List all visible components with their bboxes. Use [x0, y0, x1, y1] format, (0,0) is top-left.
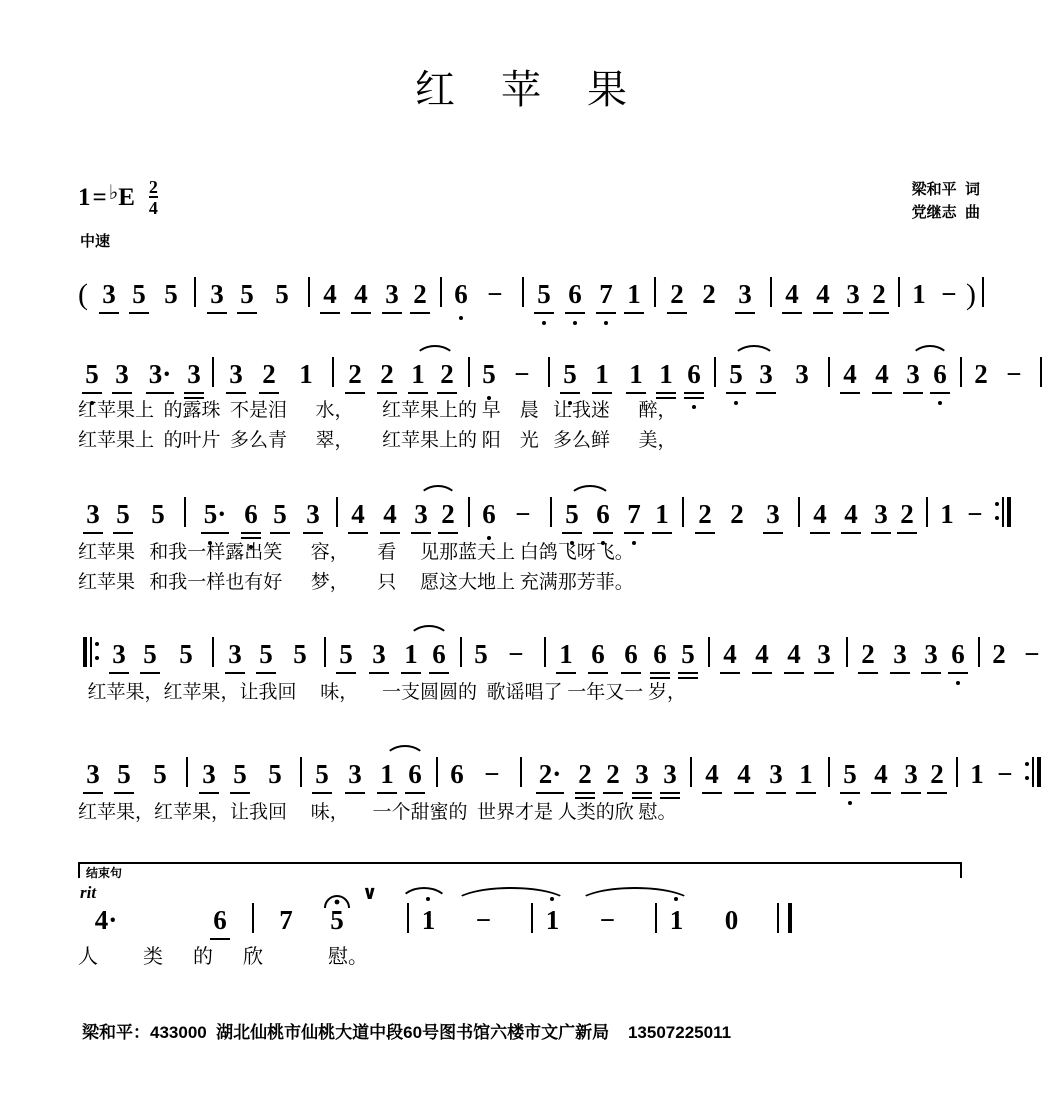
note: 2: [440, 359, 454, 389]
barline: [956, 757, 958, 787]
note: 4: [874, 759, 888, 789]
lyrics-line-3-verse-1: 红苹果 和我一样露出笑 容， 看 见那蓝天上 白鸽飞呀飞。: [78, 542, 634, 563]
barline: [846, 637, 848, 667]
note: 2: [930, 759, 944, 789]
barline: [300, 757, 302, 787]
credits: [912, 178, 980, 225]
barline: [550, 497, 552, 527]
lyricist-credit: 梁和平 词: [911, 181, 980, 198]
barline: [798, 497, 800, 527]
note: 4: [705, 759, 719, 789]
note: 5: [233, 759, 247, 789]
time-signature-numerator: 2: [148, 177, 158, 197]
note: 1: [912, 279, 926, 309]
note: 2: [730, 499, 744, 529]
barline: [194, 277, 196, 307]
barline: [548, 357, 550, 387]
repeat-dots: [995, 502, 999, 530]
note: 2: [698, 499, 712, 529]
note: 3: [408, 501, 434, 528]
note: 6: [926, 361, 954, 388]
note: 6: [558, 281, 592, 308]
note: 5: [556, 361, 584, 388]
ending-bracket: [78, 862, 962, 878]
lyrics-line-5-verse-1: 红苹果，红苹果，让我回 味， 一个甜蜜的 世界才是 人类的欣 慰。: [78, 802, 677, 823]
lyrics-line-6: 人 类 的 欣 慰。: [78, 946, 368, 968]
note: 4: [354, 279, 368, 309]
note: 3: [924, 639, 938, 669]
note: 5: [116, 499, 130, 529]
note: 1: [940, 499, 954, 529]
note: 2: [380, 359, 394, 389]
barline: [655, 903, 657, 933]
note: 3: [102, 279, 116, 309]
barline: [460, 637, 462, 667]
key-signature: [78, 178, 158, 217]
note: 6: [944, 641, 972, 668]
breath-mark-icon: ∨: [362, 883, 378, 904]
note: 6: [624, 639, 638, 669]
tempo-marking: 中速: [80, 233, 111, 250]
note: 5: [558, 501, 586, 528]
note: 2·: [538, 759, 562, 789]
note: 4: [737, 759, 751, 789]
note: 5: [836, 761, 864, 788]
note: 4: [383, 499, 397, 529]
sustain-dash: −: [1006, 359, 1022, 389]
note: 6: [586, 501, 620, 528]
note: 3: [385, 279, 399, 309]
note: 6: [238, 501, 264, 528]
note: 2: [413, 279, 427, 309]
repeat-end-barline: [1025, 757, 1041, 787]
note: 6: [450, 759, 464, 789]
barline: [770, 277, 772, 307]
note: 6: [591, 639, 605, 669]
slur-arc: [910, 345, 950, 360]
note: 1: [299, 359, 313, 389]
note: 3: [115, 359, 129, 389]
tie-arc: [453, 887, 569, 904]
barline: [440, 277, 442, 307]
note: 5: [275, 279, 289, 309]
note: 3: [306, 499, 320, 529]
note: 4: [875, 359, 889, 389]
sustain-dash: −: [599, 905, 616, 935]
note: 1: [970, 759, 984, 789]
note: 2: [348, 359, 362, 389]
barline: [544, 637, 546, 667]
note: 4: [843, 359, 857, 389]
repeat-dots: [1025, 762, 1029, 790]
note: 5: [164, 279, 178, 309]
ending-label: 结束句: [86, 866, 123, 880]
barline: [978, 637, 980, 667]
note: 3: [348, 759, 362, 789]
note: 1: [799, 759, 813, 789]
note: 5: [722, 361, 750, 388]
note: 1: [663, 907, 689, 934]
slur-arc: [414, 345, 456, 360]
rest-zero: 0: [724, 905, 739, 935]
barline: [708, 637, 710, 667]
notes-row-6: [78, 883, 968, 935]
notes-row-5: [78, 742, 1013, 789]
note: 2: [606, 759, 620, 789]
note: 1: [627, 279, 641, 309]
note: 3: [86, 759, 100, 789]
note: 2: [861, 639, 875, 669]
note: 5: [530, 281, 558, 308]
barline: [926, 497, 928, 527]
note: 5: [259, 639, 273, 669]
note: 1: [398, 641, 424, 668]
sustain-dash: −: [515, 499, 531, 529]
note: 6: [476, 501, 502, 528]
key-equals: =: [92, 184, 107, 211]
note: 5: [339, 639, 353, 669]
note: 3: [846, 279, 860, 309]
note: 3: [210, 279, 224, 309]
note: 5: [151, 499, 165, 529]
note: 3: [904, 759, 918, 789]
note: 4: [755, 639, 769, 669]
note: 2: [262, 359, 276, 389]
barline: [682, 497, 684, 527]
note: 3: [229, 359, 243, 389]
note: 5: [474, 639, 488, 669]
note: 3: [769, 759, 783, 789]
note: 6: [213, 905, 227, 935]
barline: [332, 357, 334, 387]
tie-arc: [577, 887, 693, 904]
note: 7: [592, 281, 620, 308]
note: 5·: [192, 501, 238, 528]
footer-contact: 梁和平：433000 湖北仙桃市仙桃大道中段60号图书馆六楼市文广新局 13507225011: [82, 1023, 732, 1042]
barline: [436, 757, 438, 787]
note: 4·: [94, 905, 118, 935]
slur-arc: [732, 345, 776, 360]
note: 6: [408, 759, 422, 789]
barline: [714, 357, 716, 387]
composer-credit: 党继志 曲: [911, 204, 980, 222]
sustain-dash: −: [967, 499, 983, 529]
barline: [468, 497, 470, 527]
note: 3: [86, 499, 100, 529]
note: 3: [893, 639, 907, 669]
flat-icon: ♭: [108, 181, 119, 204]
note: 1: [559, 639, 573, 669]
note: 3: [817, 639, 831, 669]
note: 5: [143, 639, 157, 669]
barline: [212, 357, 214, 387]
note: 5: [476, 361, 502, 388]
notes-row-2: [78, 342, 1022, 389]
note: 5: [268, 759, 282, 789]
note: 5: [312, 907, 362, 934]
note: 4: [816, 279, 830, 309]
lyrics-line-2-verse-2: 红苹果上 的叶片 多么青 翠， 红苹果上的 阳 光 多么鲜 美，: [78, 430, 677, 451]
note: 3: [112, 639, 126, 669]
barline: [252, 903, 254, 933]
time-signature: [149, 178, 158, 217]
note: 3: [663, 759, 677, 789]
note: 2: [992, 639, 1006, 669]
sustain-dash: −: [941, 279, 957, 309]
barline: [407, 903, 409, 933]
note: 2: [900, 499, 914, 529]
slur-arc: [568, 485, 612, 500]
key-do-number: 1: [78, 184, 91, 211]
note: 5: [153, 759, 167, 789]
slur-arc: [384, 745, 426, 760]
note: 6: [432, 639, 446, 669]
note: 1: [659, 359, 673, 389]
note: 4: [323, 279, 337, 309]
note: 6: [680, 361, 708, 388]
barline: [982, 277, 984, 307]
note: 1: [629, 359, 643, 389]
note: 2: [872, 279, 886, 309]
note: 2: [974, 359, 988, 389]
sustain-dash: −: [508, 639, 524, 669]
note: 1: [404, 361, 432, 388]
note: 5: [273, 499, 287, 529]
notes-row-1: [78, 262, 976, 311]
barline: [522, 277, 524, 307]
note: 3: [187, 359, 201, 389]
note: 4: [351, 499, 365, 529]
page-title: 红 苹 果: [415, 67, 645, 112]
barline: [186, 757, 188, 787]
note: 4: [813, 499, 827, 529]
note: 4: [787, 639, 801, 669]
barline: [828, 357, 830, 387]
note: 1: [539, 907, 565, 934]
lyrics-line-2-verse-1: 红苹果上 的露珠 不是泪 水， 红苹果上的 早 晨 让我迷 醉，: [78, 400, 677, 421]
sustain-dash: −: [514, 359, 530, 389]
repeat-start-barline: [83, 637, 99, 667]
barline: [654, 277, 656, 307]
barline: [960, 357, 962, 387]
note: 4: [844, 499, 858, 529]
notes-row-4: [78, 622, 1040, 669]
note: 6: [653, 639, 667, 669]
key-letter: E: [118, 184, 135, 211]
note: 7: [620, 501, 648, 528]
sustain-dash: −: [475, 905, 492, 935]
sustain-dash: −: [997, 759, 1013, 789]
barline: [468, 357, 470, 387]
note: 5: [132, 279, 146, 309]
note: 3: [372, 639, 386, 669]
barline: [324, 637, 326, 667]
sustain-dash: −: [1024, 639, 1040, 669]
lyrics-line-3-verse-2: 红苹果 和我一样也有好 梦， 只 愿这大地上 充满那芳菲。: [78, 572, 634, 593]
barline: [520, 757, 522, 787]
slur-arc: [408, 625, 450, 640]
note: 1: [415, 907, 441, 934]
note: 3: [202, 759, 216, 789]
note: 5: [179, 639, 193, 669]
barline: [308, 277, 310, 307]
notes-row-3: [78, 482, 983, 529]
note: 3: [766, 499, 780, 529]
barline: [212, 637, 214, 667]
sustain-dash: −: [487, 279, 503, 309]
note: 3: [635, 759, 649, 789]
note: 2: [670, 279, 684, 309]
note: 3: [795, 359, 809, 389]
final-barline: [777, 903, 792, 933]
note: 3: [759, 359, 773, 389]
slur-arc: [418, 485, 458, 500]
note: 3: [900, 361, 926, 388]
note: 3: [738, 279, 752, 309]
note: 5: [315, 759, 329, 789]
note: 1: [655, 499, 669, 529]
note: 3: [874, 499, 888, 529]
note: 6: [448, 281, 474, 308]
note: 2: [441, 499, 455, 529]
bracket-open: (: [78, 278, 88, 311]
note: 5: [78, 361, 106, 388]
barline: [184, 497, 186, 527]
note: 1: [595, 359, 609, 389]
note: 4: [723, 639, 737, 669]
time-signature-denominator: 4: [148, 198, 158, 218]
note: 5: [293, 639, 307, 669]
barline: [828, 757, 830, 787]
repeat-dots: [95, 642, 99, 670]
barline: [336, 497, 338, 527]
note: 5: [117, 759, 131, 789]
lyrics-line-4-verse-1: 红苹果，红苹果，让我回 味， 一支圆圆的 歌谣唱了 一年又一 岁，: [78, 682, 687, 703]
note: 3: [228, 639, 242, 669]
note: 2: [578, 759, 592, 789]
note: 3·: [148, 359, 172, 389]
barline: [898, 277, 900, 307]
fermata-icon: [324, 886, 350, 899]
tie-arc: [399, 887, 449, 904]
barline: [531, 903, 533, 933]
note: 5: [240, 279, 254, 309]
note: 5: [681, 639, 695, 669]
note: 7: [279, 905, 293, 935]
repeat-end-barline: [995, 497, 1011, 527]
note: 1: [374, 761, 400, 788]
bracket-close: ): [966, 278, 976, 311]
note: 4: [785, 279, 799, 309]
barline: [690, 757, 692, 787]
sustain-dash: −: [484, 759, 500, 789]
note: 2: [702, 279, 716, 309]
rit-marking: rit: [80, 883, 97, 902]
